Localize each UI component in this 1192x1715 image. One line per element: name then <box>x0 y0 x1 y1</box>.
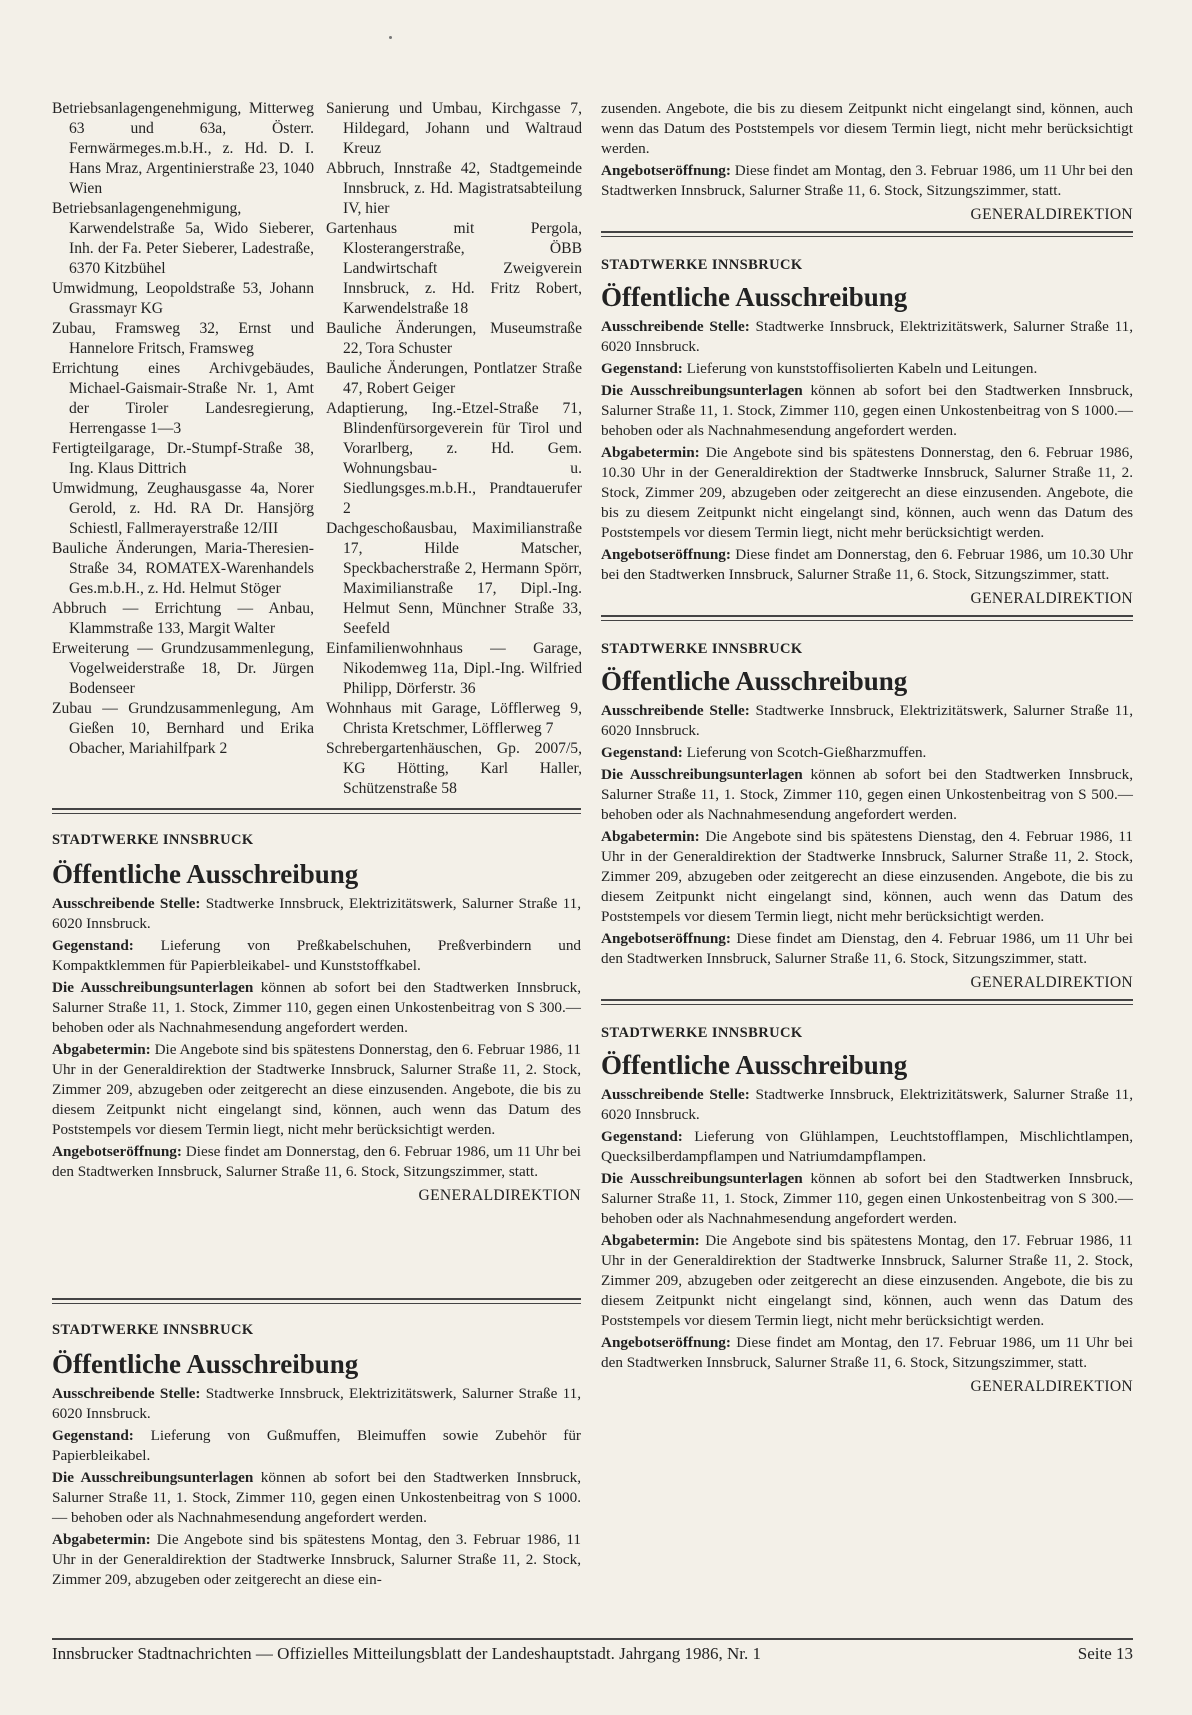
permit-entry: Schrebergartenhäuschen, Gp. 2007/5, KG Hötting, Karl Haller, Schützenstraße 58 <box>326 740 582 797</box>
permit-entry: Sanierung und Umbau, Kirchgasse 7, Hildegard, Johann und Waltraud Kreuz <box>326 100 582 157</box>
permit-entry: Adaptierung, Ing.-Etzel-Straße 71, Blindenfürsorgeverein für Tirol und Vorarlberg, z. Hd. Gem. Wohnungsbau- u. Siedlungsges.m.b.H., Prandtauerufer 2 <box>326 400 582 517</box>
notices-column-3 <box>601 99 1133 1397</box>
tender-notice <box>601 231 1133 609</box>
page-footer <box>52 1638 1133 1666</box>
permits-column-1 <box>52 99 314 759</box>
notice-agency: STADTWERKE INNSBRUCK <box>601 641 803 657</box>
notice-agency: STADTWERKE INNSBRUCK <box>52 1322 254 1338</box>
notice-signoff: GENERALDIREKTION <box>418 1187 581 1204</box>
notice-agency: STADTWERKE INNSBRUCK <box>52 832 254 848</box>
divider <box>601 231 1133 237</box>
notice-headline: Öffentliche Ausschreibung <box>601 666 908 696</box>
divider <box>601 615 1133 621</box>
notice-abgabetermin: Abgabetermin: Die Angebote sind bis spätestens Dienstag, den 4. Februar 1986, 11 Uhr in der Generaldirektion der Stadtwerke Innsbruck, Salurner Straße 11, 2. Stock, Zimmer 209, abzugeben oder zeitgerecht an diese einzusenden. Angebote, die bis zu diesem Zeitpunkt nicht eingelangt sind, können, auch wenn das Datum des Poststempels vor diesem Termin liegt, nicht mehr berücksichtigt werden. <box>601 828 1134 925</box>
divider <box>601 999 1133 1005</box>
tender-notice <box>601 999 1133 1397</box>
notice-agency: STADTWERKE INNSBRUCK <box>601 257 803 273</box>
permit-entry: Abbruch, Innstraße 42, Stadtgemeinde Innsbruck, z. Hd. Magistratsabteilung IV, hier <box>326 160 582 217</box>
notice-unterlagen: Die Ausschreibungsunterlagen können ab sofort bei den Stadtwerken Innsbruck, Salurner Straße 11, 1. Stock, Zimmer 110, gegen einen Unkostenbeitrag von S 300.— behoben oder als Nachnahmesendung angefordert werden. <box>601 1170 1133 1227</box>
notice-abgabetermin: Abgabetermin: Die Angebote sind bis spätestens Donnerstag, den 6. Februar 1986, 10.30 Uhr in der Generaldirektion der Stadtwerke Innsbruck, Salurner Straße 11, 2. Stock, Zimmer 209, abzugeben oder zeitgerecht an diese einzusenden. Angebote, die bis zu diesem Zeitpunkt nicht eingelangt sind, können, auch wenn das Datum des Poststempels vor diesem Termin liegt, nicht mehr berücksichtigt werden. <box>601 444 1133 541</box>
permit-entry: Umwidmung, Leopoldstraße 53, Johann Grassmayr KG <box>52 280 314 317</box>
permit-entry: Zubau — Grundzusammenlegung, Am Gießen 10, Bernhard und Erika Obacher, Mariahilfpark 2 <box>52 700 314 757</box>
notice-headline: Öffentliche Ausschreibung <box>601 1050 908 1080</box>
notice-stelle: Ausschreibende Stelle: Stadtwerke Innsbruck, Elektrizitätswerk, Salurner Straße 11, 6020 Innsbruck. <box>601 318 1134 355</box>
notice-signoff: GENERALDIREKTION <box>970 1378 1133 1395</box>
notice-stelle: Ausschreibende Stelle: Stadtwerke Innsbruck, Elektrizitätswerk, Salurner Straße 11, 6020 Innsbruck. <box>52 1385 582 1422</box>
page-number: Seite 13 <box>1077 1644 1133 1663</box>
notice-agency: STADTWERKE INNSBRUCK <box>601 1025 803 1041</box>
permit-entry: Bauliche Änderungen, Museumstraße 22, Tora Schuster <box>326 320 582 357</box>
notice-stelle: Ausschreibende Stelle: Stadtwerke Innsbruck, Elektrizitätswerk, Salurner Straße 11, 6020 Innsbruck. <box>601 1086 1134 1123</box>
permit-entry: Gartenhaus mit Pergola, Klosterangerstraße, ÖBB Landwirtschaft Zweigverein Innsbruck, z. Hd. Fritz Robert, Karwendelstraße 18 <box>326 220 582 317</box>
notice-gegenstand: Gegenstand: Lieferung von Glühlampen, Leuchtstofflampen, Mischlichtlampen, Quecksilberdampflampen und Natriumdampflampen. <box>601 1128 1133 1165</box>
notice-gegenstand: Gegenstand: Lieferung von kunststoffisolierten Kabeln und Leitungen. <box>601 360 1038 377</box>
permits-column-2 <box>326 99 582 799</box>
permit-entry: Betriebsanlagengenehmigung, Karwendelstraße 5a, Wido Sieberer, Inh. der Fa. Peter Sieberer, Ladestraße, 6370 Kitzbühel <box>52 200 314 277</box>
permit-entry: Umwidmung, Zeughausgasse 4a, Norer Gerold, z. Hd. RA Dr. Hansjörg Schiestl, Fallmerayerstraße 12/III <box>52 480 314 537</box>
notice-eroeffnung: Angebotseröffnung: Diese findet am Donnerstag, den 6. Februar 1986, um 10.30 Uhr bei den Stadtwerken Innsbruck, Salurner Straße 11, 6. Stock, Sitzungszimmer, statt. <box>601 546 1133 583</box>
notice-continuation: zusenden. Angebote, die bis zu diesem Zeitpunkt nicht eingelangt sind, können, auch wenn das Datum des Poststempels vor diesem Termin liegt, nicht mehr berücksichtigt werden. <box>601 100 1133 157</box>
permit-entry: Einfamilienwohnhaus — Garage, Nikodemweg 11a, Dipl.-Ing. Wilfried Philipp, Dörferstr. 36 <box>326 640 582 697</box>
notice-stelle: Ausschreibende Stelle: Stadtwerke Innsbruck, Elektrizitätswerk, Salurner Straße 11, 6020 Innsbruck. <box>52 895 582 932</box>
notice-abgabetermin: Abgabetermin: Die Angebote sind bis spätestens Montag, den 3. Februar 1986, 11 Uhr in der Generaldirektion der Stadtwerke Innsbruck, Salurner Straße 11, 2. Stock, Zimmer 209, abzugeben oder zeitgerecht an diese ein- <box>52 1531 581 1588</box>
notice-stelle: Ausschreibende Stelle: Stadtwerke Innsbruck, Elektrizitätswerk, Salurner Straße 11, 6020 Innsbruck. <box>601 702 1134 739</box>
notice-unterlagen: Die Ausschreibungsunterlagen können ab sofort bei den Stadtwerken Innsbruck, Salurner Straße 11, 1. Stock, Zimmer 110, gegen einen Unkostenbeitrag von S 500.— behoben oder als Nachnahmesendung angefordert werden. <box>601 766 1133 823</box>
tender-notice <box>52 808 581 1206</box>
footer-publication: Innsbrucker Stadtnachrichten — Offizielles Mitteilungsblatt der Landeshauptstadt. Jahrgang 1986, Nr. 1 <box>52 1644 761 1663</box>
permit-entry: Dachgeschoßausbau, Maximilianstraße 17, Hilde Matscher, Speckbacherstraße 2, Hermann Spörr, Maximilianstraße 17, Dipl.-Ing. Helmut Senn, Münchner Straße 33, Seefeld <box>326 520 582 637</box>
tender-notice <box>52 1298 581 1592</box>
tender-notice <box>601 615 1133 993</box>
permit-entry: Wohnhaus mit Garage, Löfflerweg 9, Christa Kretschmer, Löfflerweg 7 <box>326 700 582 737</box>
notice-unterlagen: Die Ausschreibungsunterlagen können ab sofort bei den Stadtwerken Innsbruck, Salurner Straße 11, 1. Stock, Zimmer 110, gegen einen Unkostenbeitrag von S 1000.— behoben oder als Nachnahmesendung angefordert werden. <box>601 382 1133 439</box>
permit-entry: Erweiterung — Grundzusammenlegung, Vogelweiderstraße 18, Dr. Jürgen Bodenseer <box>52 640 314 697</box>
permit-entry: Zubau, Framsweg 32, Ernst und Hannelore Fritsch, Framsweg <box>52 320 314 357</box>
notice-unterlagen: Die Ausschreibungsunterlagen können ab sofort bei den Stadtwerken Innsbruck, Salurner Straße 11, 1. Stock, Zimmer 110, gegen einen Unkostenbeitrag von S 300.— behoben oder als Nachnahmesendung angefordert werden. <box>52 979 581 1036</box>
notice-headline: Öffentliche Ausschreibung <box>52 859 359 889</box>
notice-headline: Öffentliche Ausschreibung <box>52 1349 359 1379</box>
permit-entry: Fertigteilgarage, Dr.-Stumpf-Straße 38, Ing. Klaus Dittrich <box>52 440 314 477</box>
permit-entry: Betriebsanlagengenehmigung, Mitterweg 63 und 63a, Österr. Fernwärmeges.m.b.H., z. Hd. D. I. Hans Mraz, Argentinierstraße 23, 1040 Wien <box>52 100 314 197</box>
notice-abgabetermin: Abgabetermin: Die Angebote sind bis spätestens Donnerstag, den 6. Februar 1986, 11 Uhr in der Generaldirektion der Stadtwerke Innsbruck, Salurner Straße 11, 2. Stock, Zimmer 209, abzugeben oder zeitgerecht an diese einzusenden. Angebote, die bis zu diesem Zeitpunkt nicht eingelangt sind, können, auch wenn das Datum des Poststempels vor diesem Termin liegt, nicht mehr berücksichtigt werden. <box>52 1041 581 1138</box>
notice-gegenstand: Gegenstand: Lieferung von Preßkabelschuhen, Preßverbindern und Kompaktklemmen für Papierbleikabel- und Kunststoffkabel. <box>52 937 582 974</box>
divider <box>52 808 581 814</box>
permit-entry: Bauliche Änderungen, Maria-Theresien-Straße 34, ROMATEX-Warenhandels Ges.m.b.H., z. Hd. Helmut Stöger <box>52 540 314 597</box>
notice-headline: Öffentliche Ausschreibung <box>601 282 908 312</box>
notice-unterlagen: Die Ausschreibungsunterlagen können ab sofort bei den Stadtwerken Innsbruck, Salurner Straße 11, 1. Stock, Zimmer 110, gegen einen Unkostenbeitrag von S 1000.— behoben oder als Nachnahmesendung angefordert werden. <box>52 1469 581 1526</box>
permit-entry: Bauliche Änderungen, Pontlatzer Straße 47, Robert Geiger <box>326 360 582 397</box>
notice-abgabetermin: Abgabetermin: Die Angebote sind bis spätestens Montag, den 17. Februar 1986, 11 Uhr in der Generaldirektion der Stadtwerke Innsbruck, Salurner Straße 11, 2. Stock, Zimmer 209, abzugeben oder zeitgerecht an diese einzusenden. Angebote, die bis zu diesem Zeitpunkt nicht eingelangt sind, können, auch wenn das Datum des Poststempels vor diesem Termin liegt, nicht mehr berücksichtigt werden. <box>601 1232 1134 1329</box>
notice-gegenstand: Gegenstand: Lieferung von Scotch-Gießharzmuffen. <box>601 744 927 761</box>
divider <box>52 1298 581 1304</box>
scan-speck <box>389 36 392 39</box>
notice-gegenstand: Gegenstand: Lieferung von Gußmuffen, Bleimuffen sowie Zubehör für Papierbleikabel. <box>52 1427 581 1464</box>
notice-eroeffnung: Angebotseröffnung: Diese findet am Donnerstag, den 6. Februar 1986, um 11 Uhr bei den Stadtwerken Innsbruck, Salurner Straße 11, 6. Stock, Sitzungszimmer, statt. <box>52 1143 581 1180</box>
notice-signoff: GENERALDIREKTION <box>970 206 1133 223</box>
notice-eroeffnung: Angebotseröffnung: Diese findet am Montag, den 3. Februar 1986, um 11 Uhr bei den Stadtwerken Innsbruck, Salurner Straße 11, 6. Stock, Sitzungszimmer, statt. <box>601 162 1134 199</box>
permit-entry: Errichtung eines Archivgebäudes, Michael-Gaismair-Straße Nr. 1, Amt der Tiroler Landesregierung, Herrengasse 1—3 <box>52 360 314 437</box>
permit-entry: Abbruch — Errichtung — Anbau, Klammstraße 133, Margit Walter <box>52 600 314 637</box>
continued-notice <box>601 99 1133 225</box>
notice-signoff: GENERALDIREKTION <box>970 590 1133 607</box>
notice-eroeffnung: Angebotseröffnung: Diese findet am Montag, den 17. Februar 1986, um 11 Uhr bei den Stadtwerken Innsbruck, Salurner Straße 11, 6. Stock, Sitzungszimmer, statt. <box>601 1334 1133 1371</box>
notice-eroeffnung: Angebotseröffnung: Diese findet am Dienstag, den 4. Februar 1986, um 11 Uhr bei den Stadtwerken Innsbruck, Salurner Straße 11, 6. Stock, Sitzungszimmer, statt. <box>601 930 1133 967</box>
notice-signoff: GENERALDIREKTION <box>970 974 1133 991</box>
